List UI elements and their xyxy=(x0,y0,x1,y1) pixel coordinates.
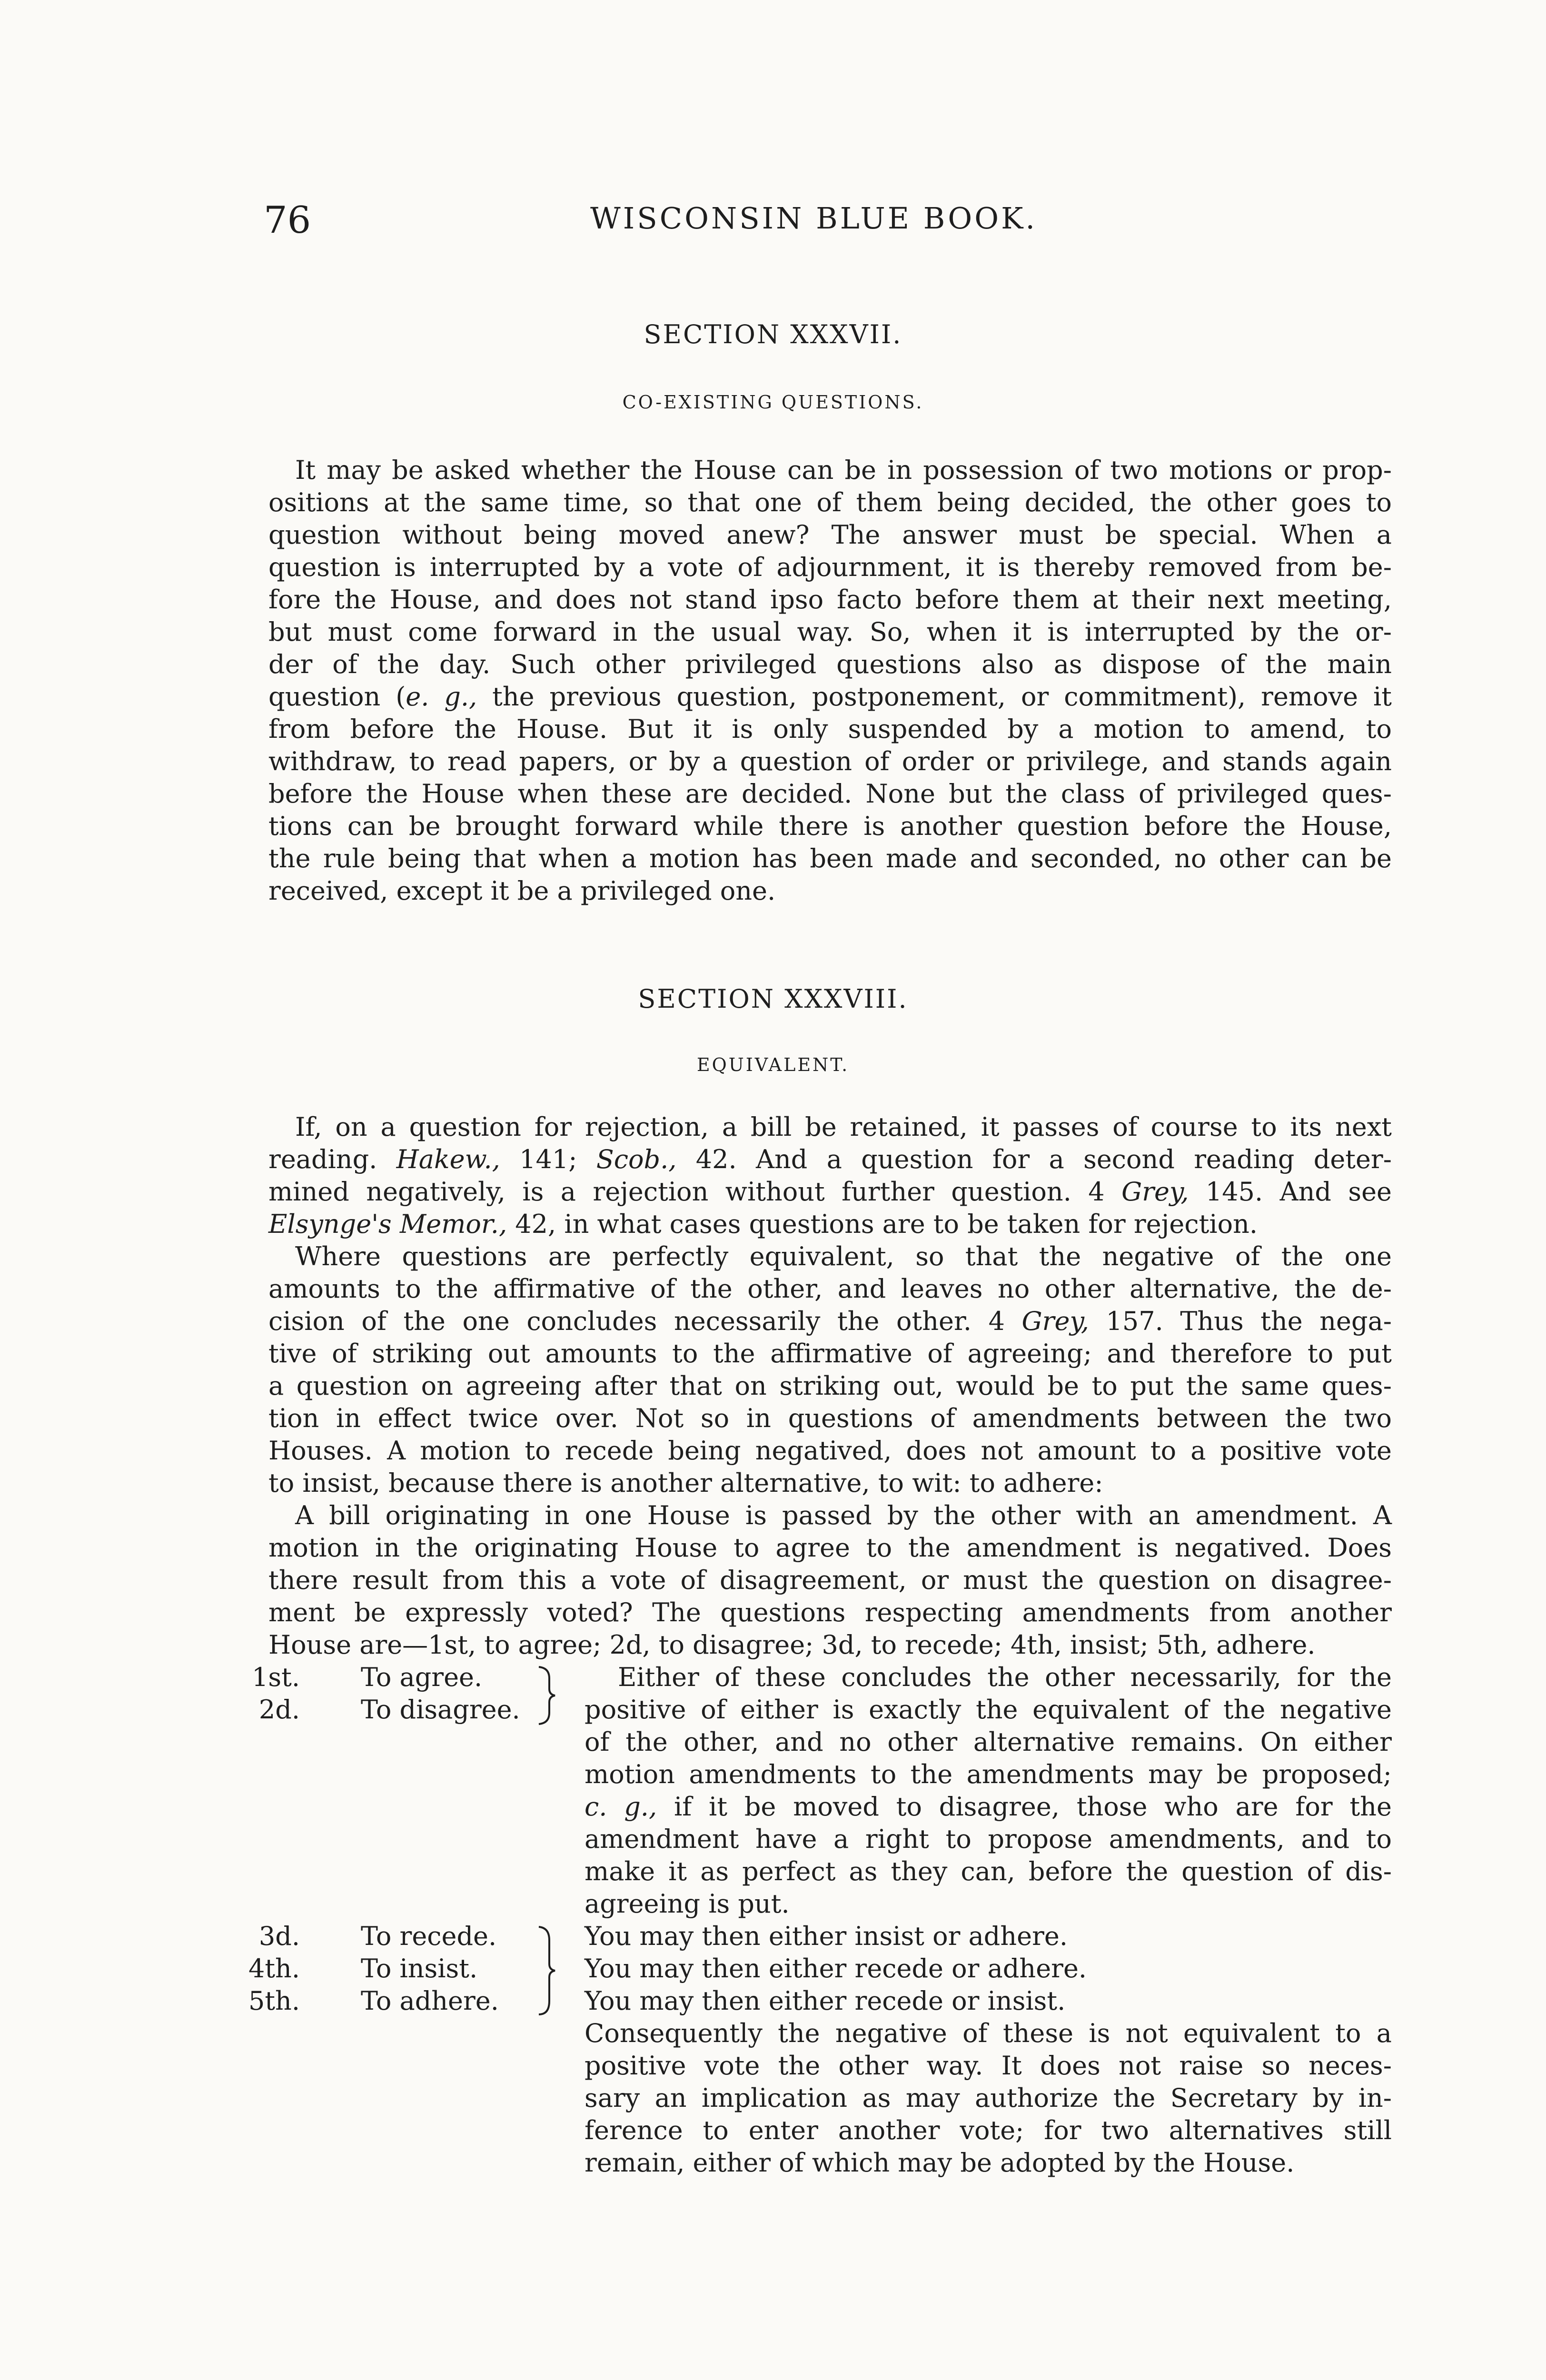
text-line: If, on a question for rejection, a bill be retained, it passes of course to its next xyxy=(295,1112,1392,1142)
text-line: cision of the one concludes necessarily the other. 4 Grey, 157. Thus the nega- xyxy=(268,1306,1392,1336)
section-title: SECTION XXXVIII. xyxy=(638,984,908,1014)
text-line: ment be expressly voted? The questions respecting amendments from another xyxy=(268,1597,1392,1627)
motion-text: agreeing is put. xyxy=(585,1889,790,1919)
running-head: WISCONSIN BLUE BOOK. xyxy=(590,201,1038,236)
motion-text: You may then either recede or adhere. xyxy=(585,1954,1087,1983)
motion-ordinal: 5th. xyxy=(248,1986,300,2016)
motion-text: ference to enter another vote; for two alternatives still xyxy=(585,2115,1392,2145)
motion-text: Consequently the negative of these is not equivalent to a xyxy=(585,2018,1392,2048)
text-line: question is interrupted by a vote of adjournment, it is thereby removed from be- xyxy=(268,552,1392,582)
brace-icon xyxy=(533,1924,562,2017)
text-line: House are—1st, to agree; 2d, to disagree; 3d, to recede; 4th, insist; 5th, adhere. xyxy=(268,1630,1316,1660)
text-line: question without being moved anew? The answer must be special. When a xyxy=(268,520,1392,550)
motion-label: To adhere. xyxy=(361,1986,499,2016)
text-line: Houses. A motion to recede being negatived, does not amount to a positive vote xyxy=(268,1436,1392,1466)
motion-text: positive vote the other way. It does not raise so neces- xyxy=(585,2051,1392,2081)
section-title: SECTION XXXVII. xyxy=(644,319,902,349)
motion-text: positive of either is exactly the equivalent of the negative xyxy=(585,1695,1392,1725)
motion-label: To insist. xyxy=(361,1954,478,1983)
text-line: the rule being that when a motion has been made and seconded, no other can be xyxy=(268,843,1392,873)
motion-ordinal: 1st. xyxy=(252,1662,300,1692)
text-line: Elsynge's Memor., 42, in what cases questions are to be taken for rejection. xyxy=(268,1209,1258,1239)
text-line: motion in the originating House to agree to the amendment is negatived. Does xyxy=(268,1533,1392,1563)
text-line: It may be asked whether the House can be in possession of two motions or prop- xyxy=(295,455,1392,485)
motion-label: To disagree. xyxy=(361,1695,520,1725)
motion-ordinal: 4th. xyxy=(248,1954,300,1983)
motion-text: c. g., if it be moved to disagree, those who are for the xyxy=(585,1792,1392,1822)
text-line: from before the House. But it is only suspended by a motion to amend, to xyxy=(268,714,1392,744)
text-line: there result from this a vote of disagreement, or must the question on disagree- xyxy=(268,1565,1392,1595)
text-line: tions can be brought forward while there is another question before the House, xyxy=(268,811,1392,841)
motion-text: sary an implication as may authorize the Secretary by in- xyxy=(585,2083,1392,2113)
motion-text: motion amendments to the amendments may be proposed; xyxy=(585,1759,1392,1789)
text-line: amounts to the affirmative of the other, and leaves no other alternative, the de- xyxy=(268,1274,1392,1304)
text-line: withdraw, to read papers, or by a question of order or privilege, and stands again xyxy=(268,746,1392,776)
motion-text: make it as perfect as they can, before the question of dis- xyxy=(585,1856,1392,1886)
text-line: a question on agreeing after that on striking out, would be to put the same ques- xyxy=(268,1371,1392,1401)
motion-ordinal: 3d. xyxy=(258,1921,300,1951)
motion-text: You may then either recede or insist. xyxy=(585,1986,1066,2016)
motion-label: To recede. xyxy=(361,1921,497,1951)
text-line: but must come forward in the usual way. So, when it is interrupted by the or- xyxy=(268,617,1392,647)
text-line: mined negatively, is a rejection without further question. 4 Grey, 145. And see xyxy=(268,1177,1392,1207)
text-line: A bill originating in one House is passed by the other with an amendment. A xyxy=(295,1500,1392,1530)
motion-text: of the other, and no other alternative remains. On either xyxy=(585,1727,1392,1757)
text-line: ositions at the same time, so that one of them being decided, the other goes to xyxy=(268,487,1392,517)
brace-icon xyxy=(533,1664,562,1726)
text-line: to insist, because there is another alternative, to wit: to adhere: xyxy=(268,1468,1103,1498)
text-line: received, except it be a privileged one. xyxy=(268,876,776,906)
motion-ordinal: 2d. xyxy=(258,1695,300,1725)
section-subtitle: EQUIVALENT. xyxy=(696,1054,850,1075)
text-line: tive of striking out amounts to the affirmative of agreeing; and therefore to put xyxy=(268,1339,1392,1368)
text-line: reading. Hakew., 141; Scob., 42. And a question for a second reading deter- xyxy=(268,1144,1392,1174)
motion-text: You may then either insist or adhere. xyxy=(585,1921,1068,1951)
text-line: before the House when these are decided. None but the class of privileged ques- xyxy=(268,779,1392,809)
motion-label: To agree. xyxy=(361,1662,483,1692)
text-line: der of the day. Such other privileged questions also as dispose of the main xyxy=(268,649,1392,679)
section-subtitle: CO-EXISTING QUESTIONS. xyxy=(622,392,924,413)
text-line: Where questions are perfectly equivalent, so that the negative of the one xyxy=(295,1241,1392,1271)
text-line: tion in effect twice over. Not so in questions of amendments between the two xyxy=(268,1403,1392,1433)
motion-text: Either of these concludes the other necessarily, for the xyxy=(618,1662,1392,1692)
text-line: question (e. g., the previous question, postponement, or commitment), remove it xyxy=(268,682,1392,712)
page-number: 76 xyxy=(264,199,311,242)
motion-text: amendment have a right to propose amendments, and to xyxy=(585,1824,1392,1854)
motion-text: remain, either of which may be adopted by the House. xyxy=(585,2148,1295,2178)
text-line: fore the House, and does not stand ipso facto before them at their next meeting, xyxy=(268,585,1392,615)
